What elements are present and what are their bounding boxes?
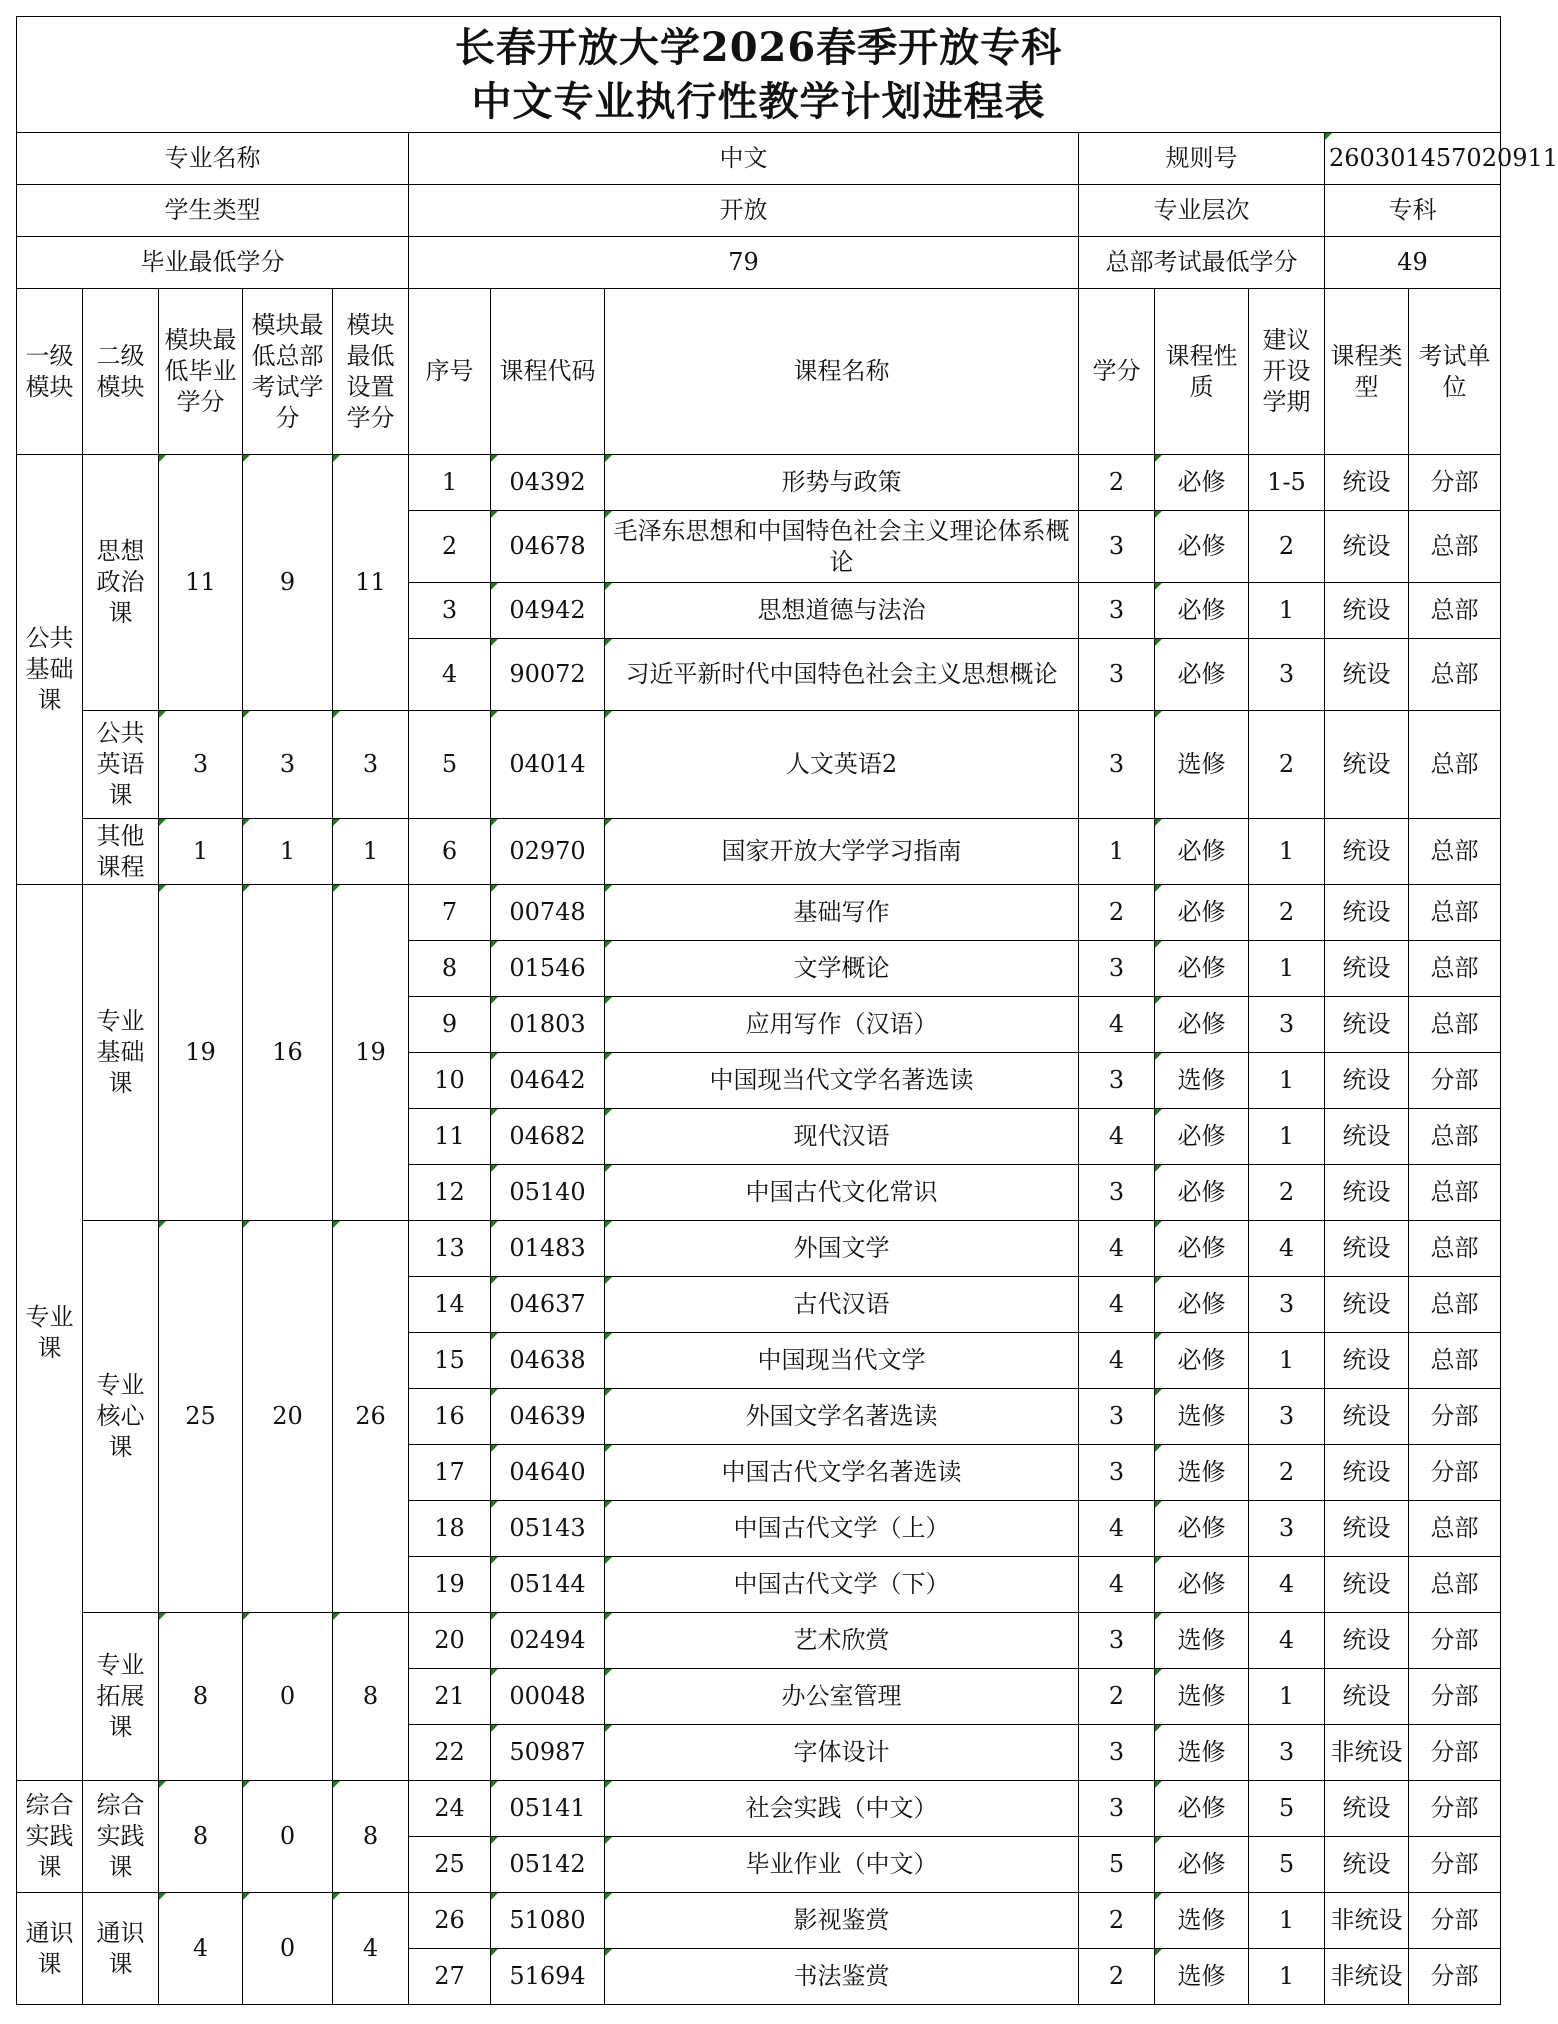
module-min-grad-credit: 11 <box>159 455 243 711</box>
course-name: 中国古代文学（上） <box>605 1501 1079 1557</box>
header-min-setup-credit: 模块最低设置学分 <box>333 289 409 455</box>
course-exam-unit: 分部 <box>1409 1949 1501 2005</box>
course-seq: 6 <box>409 819 491 885</box>
course-exam-unit: 总部 <box>1409 1165 1501 1221</box>
course-name: 文学概论 <box>605 941 1079 997</box>
table-row <box>17 885 1501 941</box>
course-semester: 1 <box>1249 1053 1325 1109</box>
course-seq: 17 <box>409 1445 491 1501</box>
course-semester: 4 <box>1249 1613 1325 1669</box>
l2-module-cell: 公共英语课 <box>83 711 159 819</box>
course-exam-unit: 分部 <box>1409 1893 1501 1949</box>
course-credit: 3 <box>1079 711 1155 819</box>
info-row-1 <box>17 133 1501 185</box>
course-semester: 2 <box>1249 885 1325 941</box>
course-semester: 2 <box>1249 1165 1325 1221</box>
course-credit: 1 <box>1079 819 1155 885</box>
course-semester: 3 <box>1249 1277 1325 1333</box>
course-name: 国家开放大学学习指南 <box>605 819 1079 885</box>
course-exam-unit: 分部 <box>1409 1445 1501 1501</box>
course-type: 非统设 <box>1325 1893 1409 1949</box>
title-line-1: 长春开放大学2026春季开放专科 <box>454 23 1063 71</box>
course-code: 51694 <box>491 1949 605 2005</box>
course-name: 中国现当代文学名著选读 <box>605 1053 1079 1109</box>
course-semester: 2 <box>1249 511 1325 583</box>
l1-module-cell: 专业课 <box>17 885 83 1781</box>
course-nature: 必修 <box>1155 1501 1249 1557</box>
course-exam-unit: 分部 <box>1409 1389 1501 1445</box>
course-exam-unit: 总部 <box>1409 711 1501 819</box>
course-credit: 5 <box>1079 1837 1155 1893</box>
header-min-exam-credit: 模块最低总部考试学分 <box>243 289 333 455</box>
course-name: 思想道德与法治 <box>605 583 1079 639</box>
course-nature: 必修 <box>1155 941 1249 997</box>
course-type: 统设 <box>1325 583 1409 639</box>
min-credit-value: 79 <box>409 237 1079 289</box>
module-min-exam-credit: 3 <box>243 711 333 819</box>
course-seq: 11 <box>409 1109 491 1165</box>
course-code: 02494 <box>491 1613 605 1669</box>
course-seq: 19 <box>409 1557 491 1613</box>
student-type-label: 学生类型 <box>17 185 409 237</box>
course-code: 04682 <box>491 1109 605 1165</box>
course-credit: 4 <box>1079 1221 1155 1277</box>
course-code: 05143 <box>491 1501 605 1557</box>
module-min-grad-credit: 1 <box>159 819 243 885</box>
l2-module-cell: 专业拓展课 <box>83 1613 159 1781</box>
hq-exam-label: 总部考试最低学分 <box>1079 237 1325 289</box>
module-min-setup-credit: 8 <box>333 1613 409 1781</box>
course-name: 人文英语2 <box>605 711 1079 819</box>
course-name: 字体设计 <box>605 1725 1079 1781</box>
table-row <box>17 455 1501 511</box>
course-type: 统设 <box>1325 1165 1409 1221</box>
course-credit: 3 <box>1079 941 1155 997</box>
course-semester: 3 <box>1249 639 1325 711</box>
header-course-nature: 课程性质 <box>1155 289 1249 455</box>
header-credit: 学分 <box>1079 289 1155 455</box>
l1-module-cell: 公共基础课 <box>17 455 83 885</box>
course-exam-unit: 分部 <box>1409 455 1501 511</box>
course-semester: 1 <box>1249 1109 1325 1165</box>
course-nature: 选修 <box>1155 1389 1249 1445</box>
course-semester: 1 <box>1249 1669 1325 1725</box>
course-name: 外国文学名著选读 <box>605 1389 1079 1445</box>
module-min-grad-credit: 8 <box>159 1613 243 1781</box>
course-code: 04639 <box>491 1389 605 1445</box>
course-type: 统设 <box>1325 1389 1409 1445</box>
course-nature: 必修 <box>1155 1781 1249 1837</box>
course-exam-unit: 总部 <box>1409 941 1501 997</box>
course-code: 02970 <box>491 819 605 885</box>
course-nature: 必修 <box>1155 583 1249 639</box>
course-credit: 3 <box>1079 1053 1155 1109</box>
course-code: 05141 <box>491 1781 605 1837</box>
course-name: 中国古代文化常识 <box>605 1165 1079 1221</box>
course-credit: 3 <box>1079 1445 1155 1501</box>
student-type-value: 开放 <box>409 185 1079 237</box>
course-nature: 选修 <box>1155 1725 1249 1781</box>
course-type: 统设 <box>1325 1613 1409 1669</box>
module-min-exam-credit: 0 <box>243 1781 333 1893</box>
course-seq: 1 <box>409 455 491 511</box>
course-semester: 1 <box>1249 941 1325 997</box>
course-exam-unit: 总部 <box>1409 583 1501 639</box>
course-seq: 7 <box>409 885 491 941</box>
course-name: 古代汉语 <box>605 1277 1079 1333</box>
module-min-setup-credit: 4 <box>333 1893 409 2005</box>
course-seq: 22 <box>409 1725 491 1781</box>
course-name: 毕业作业（中文） <box>605 1837 1079 1893</box>
course-type: 统设 <box>1325 1333 1409 1389</box>
course-type: 统设 <box>1325 511 1409 583</box>
course-type: 统设 <box>1325 941 1409 997</box>
course-type: 统设 <box>1325 1053 1409 1109</box>
course-nature: 必修 <box>1155 1837 1249 1893</box>
course-name: 现代汉语 <box>605 1109 1079 1165</box>
course-code: 01483 <box>491 1221 605 1277</box>
l1-module-cell: 通识课 <box>17 1893 83 2005</box>
course-exam-unit: 总部 <box>1409 511 1501 583</box>
course-nature: 选修 <box>1155 1053 1249 1109</box>
course-seq: 3 <box>409 583 491 639</box>
course-type: 非统设 <box>1325 1949 1409 2005</box>
course-nature: 选修 <box>1155 1949 1249 2005</box>
module-min-setup-credit: 8 <box>333 1781 409 1893</box>
course-exam-unit: 总部 <box>1409 1277 1501 1333</box>
course-seq: 18 <box>409 1501 491 1557</box>
course-code: 04642 <box>491 1053 605 1109</box>
course-type: 统设 <box>1325 1557 1409 1613</box>
course-nature: 必修 <box>1155 639 1249 711</box>
course-exam-unit: 分部 <box>1409 1837 1501 1893</box>
table-row <box>17 819 1501 885</box>
module-min-grad-credit: 3 <box>159 711 243 819</box>
course-seq: 16 <box>409 1389 491 1445</box>
course-semester: 4 <box>1249 1557 1325 1613</box>
course-code: 04392 <box>491 455 605 511</box>
course-type: 统设 <box>1325 1781 1409 1837</box>
course-name: 社会实践（中文） <box>605 1781 1079 1837</box>
course-credit: 3 <box>1079 639 1155 711</box>
course-type: 统设 <box>1325 1109 1409 1165</box>
column-header-row <box>17 289 1501 455</box>
course-seq: 12 <box>409 1165 491 1221</box>
course-credit: 4 <box>1079 1557 1155 1613</box>
table-row <box>17 1613 1501 1669</box>
course-name: 习近平新时代中国特色社会主义思想概论 <box>605 639 1079 711</box>
course-exam-unit: 总部 <box>1409 1221 1501 1277</box>
course-name: 书法鉴赏 <box>605 1949 1079 2005</box>
course-credit: 4 <box>1079 1109 1155 1165</box>
module-min-grad-credit: 19 <box>159 885 243 1221</box>
course-semester: 1-5 <box>1249 455 1325 511</box>
l1-module-cell: 综合实践课 <box>17 1781 83 1893</box>
course-credit: 3 <box>1079 511 1155 583</box>
course-nature: 必修 <box>1155 885 1249 941</box>
course-name: 艺术欣赏 <box>605 1613 1079 1669</box>
course-exam-unit: 分部 <box>1409 1053 1501 1109</box>
course-exam-unit: 分部 <box>1409 1781 1501 1837</box>
course-credit: 4 <box>1079 1333 1155 1389</box>
course-seq: 26 <box>409 1893 491 1949</box>
title-row <box>17 17 1501 133</box>
course-exam-unit: 分部 <box>1409 1725 1501 1781</box>
course-code: 00048 <box>491 1669 605 1725</box>
course-code: 04678 <box>491 511 605 583</box>
l2-module-cell: 思想政治课 <box>83 455 159 711</box>
course-exam-unit: 总部 <box>1409 639 1501 711</box>
course-code: 00748 <box>491 885 605 941</box>
course-credit: 4 <box>1079 1501 1155 1557</box>
teaching-plan-sheet <box>16 16 1558 2010</box>
info-row-3 <box>17 237 1501 289</box>
l2-module-cell: 综合实践课 <box>83 1781 159 1893</box>
course-semester: 3 <box>1249 1389 1325 1445</box>
module-min-grad-credit: 4 <box>159 1893 243 2005</box>
course-semester: 4 <box>1249 1221 1325 1277</box>
course-seq: 13 <box>409 1221 491 1277</box>
major-label: 专业名称 <box>17 133 409 185</box>
module-min-exam-credit: 9 <box>243 455 333 711</box>
course-credit: 3 <box>1079 1725 1155 1781</box>
course-seq: 27 <box>409 1949 491 2005</box>
course-code: 05144 <box>491 1557 605 1613</box>
course-nature: 必修 <box>1155 1165 1249 1221</box>
header-exam-unit: 考试单位 <box>1409 289 1501 455</box>
table-row <box>17 1781 1501 1837</box>
course-semester: 1 <box>1249 1949 1325 2005</box>
course-semester: 3 <box>1249 1501 1325 1557</box>
course-semester: 1 <box>1249 1893 1325 1949</box>
course-code: 04014 <box>491 711 605 819</box>
module-min-setup-credit: 1 <box>333 819 409 885</box>
course-code: 01546 <box>491 941 605 997</box>
module-min-setup-credit: 3 <box>333 711 409 819</box>
header-l1-module: 一级模块 <box>17 289 83 455</box>
hq-exam-value: 49 <box>1325 237 1501 289</box>
course-code: 05142 <box>491 1837 605 1893</box>
header-l2-module: 二级模块 <box>83 289 159 455</box>
course-code: 04638 <box>491 1333 605 1389</box>
level-label: 专业层次 <box>1079 185 1325 237</box>
course-exam-unit: 分部 <box>1409 1613 1501 1669</box>
page-title <box>17 17 1501 133</box>
course-type: 非统设 <box>1325 1725 1409 1781</box>
l2-module-cell: 通识课 <box>83 1893 159 2005</box>
course-credit: 4 <box>1079 1277 1155 1333</box>
course-name: 中国古代文学（下） <box>605 1557 1079 1613</box>
l2-module-cell: 其他课程 <box>83 819 159 885</box>
level-value: 专科 <box>1325 185 1501 237</box>
course-code: 51080 <box>491 1893 605 1949</box>
module-min-exam-credit: 20 <box>243 1221 333 1613</box>
course-nature: 选修 <box>1155 1893 1249 1949</box>
course-semester: 5 <box>1249 1781 1325 1837</box>
course-semester: 2 <box>1249 1445 1325 1501</box>
module-min-exam-credit: 16 <box>243 885 333 1221</box>
course-semester: 1 <box>1249 819 1325 885</box>
header-min-grad-credit: 模块最低毕业学分 <box>159 289 243 455</box>
course-code: 04640 <box>491 1445 605 1501</box>
course-name: 中国现当代文学 <box>605 1333 1079 1389</box>
module-min-exam-credit: 0 <box>243 1613 333 1781</box>
course-nature: 必修 <box>1155 1557 1249 1613</box>
course-name: 应用写作（汉语） <box>605 997 1079 1053</box>
table-row <box>17 1893 1501 1949</box>
module-min-exam-credit: 0 <box>243 1893 333 2005</box>
course-exam-unit: 总部 <box>1409 885 1501 941</box>
course-type: 统设 <box>1325 997 1409 1053</box>
course-credit: 3 <box>1079 1389 1155 1445</box>
course-name: 办公室管理 <box>605 1669 1079 1725</box>
course-credit: 2 <box>1079 455 1155 511</box>
course-exam-unit: 总部 <box>1409 1501 1501 1557</box>
course-seq: 24 <box>409 1781 491 1837</box>
course-seq: 14 <box>409 1277 491 1333</box>
course-nature: 必修 <box>1155 1277 1249 1333</box>
teaching-plan-table <box>16 16 1558 2005</box>
course-exam-unit: 总部 <box>1409 1109 1501 1165</box>
header-seq: 序号 <box>409 289 491 455</box>
course-type: 统设 <box>1325 819 1409 885</box>
module-min-grad-credit: 8 <box>159 1781 243 1893</box>
course-type: 统设 <box>1325 711 1409 819</box>
min-credit-label: 毕业最低学分 <box>17 237 409 289</box>
course-type: 统设 <box>1325 455 1409 511</box>
course-credit: 2 <box>1079 1669 1155 1725</box>
course-nature: 必修 <box>1155 1333 1249 1389</box>
course-code: 50987 <box>491 1725 605 1781</box>
info-row-2 <box>17 185 1501 237</box>
header-course-type: 课程类型 <box>1325 289 1409 455</box>
course-name: 中国古代文学名著选读 <box>605 1445 1079 1501</box>
course-credit: 4 <box>1079 997 1155 1053</box>
module-min-setup-credit: 19 <box>333 885 409 1221</box>
header-course-name: 课程名称 <box>605 289 1079 455</box>
course-type: 统设 <box>1325 1221 1409 1277</box>
course-type: 统设 <box>1325 885 1409 941</box>
course-nature: 选修 <box>1155 1669 1249 1725</box>
module-min-setup-credit: 26 <box>333 1221 409 1613</box>
l2-module-cell: 专业核心课 <box>83 1221 159 1613</box>
course-credit: 2 <box>1079 885 1155 941</box>
course-exam-unit: 总部 <box>1409 819 1501 885</box>
course-semester: 1 <box>1249 583 1325 639</box>
course-name: 形势与政策 <box>605 455 1079 511</box>
course-seq: 10 <box>409 1053 491 1109</box>
module-min-exam-credit: 1 <box>243 819 333 885</box>
course-type: 统设 <box>1325 639 1409 711</box>
course-nature: 必修 <box>1155 511 1249 583</box>
course-credit: 3 <box>1079 1613 1155 1669</box>
course-nature: 选修 <box>1155 1613 1249 1669</box>
course-credit: 3 <box>1079 583 1155 639</box>
course-semester: 2 <box>1249 711 1325 819</box>
course-nature: 选修 <box>1155 711 1249 819</box>
course-credit: 3 <box>1079 1781 1155 1837</box>
course-semester: 3 <box>1249 997 1325 1053</box>
course-credit: 3 <box>1079 1165 1155 1221</box>
course-name: 基础写作 <box>605 885 1079 941</box>
title-line-2: 中文专业执行性教学计划进程表 <box>471 77 1046 125</box>
course-exam-unit: 总部 <box>1409 997 1501 1053</box>
table-row <box>17 711 1501 819</box>
course-type: 统设 <box>1325 1445 1409 1501</box>
course-type: 统设 <box>1325 1277 1409 1333</box>
course-nature: 选修 <box>1155 1445 1249 1501</box>
module-min-setup-credit: 11 <box>333 455 409 711</box>
course-seq: 9 <box>409 997 491 1053</box>
course-name: 影视鉴赏 <box>605 1893 1079 1949</box>
rule-label: 规则号 <box>1079 133 1325 185</box>
course-seq: 4 <box>409 639 491 711</box>
course-nature: 必修 <box>1155 1221 1249 1277</box>
course-type: 统设 <box>1325 1669 1409 1725</box>
course-credit: 2 <box>1079 1949 1155 2005</box>
course-code: 04942 <box>491 583 605 639</box>
course-seq: 2 <box>409 511 491 583</box>
course-seq: 5 <box>409 711 491 819</box>
course-semester: 1 <box>1249 1333 1325 1389</box>
course-type: 统设 <box>1325 1501 1409 1557</box>
course-nature: 必修 <box>1155 997 1249 1053</box>
course-exam-unit: 分部 <box>1409 1669 1501 1725</box>
module-min-grad-credit: 25 <box>159 1221 243 1613</box>
course-seq: 25 <box>409 1837 491 1893</box>
course-seq: 20 <box>409 1613 491 1669</box>
l2-module-cell: 专业基础课 <box>83 885 159 1221</box>
course-seq: 21 <box>409 1669 491 1725</box>
course-nature: 必修 <box>1155 1109 1249 1165</box>
course-type: 统设 <box>1325 1837 1409 1893</box>
course-code: 01803 <box>491 997 605 1053</box>
course-name: 外国文学 <box>605 1221 1079 1277</box>
header-semester: 建议开设学期 <box>1249 289 1325 455</box>
table-row <box>17 1221 1501 1277</box>
course-exam-unit: 总部 <box>1409 1333 1501 1389</box>
course-name: 毛泽东思想和中国特色社会主义理论体系概论 <box>605 511 1079 583</box>
major-value: 中文 <box>409 133 1079 185</box>
course-nature: 必修 <box>1155 455 1249 511</box>
course-credit: 2 <box>1079 1893 1155 1949</box>
course-exam-unit: 总部 <box>1409 1557 1501 1613</box>
course-code: 05140 <box>491 1165 605 1221</box>
course-seq: 15 <box>409 1333 491 1389</box>
course-semester: 3 <box>1249 1725 1325 1781</box>
course-seq: 8 <box>409 941 491 997</box>
rule-value: 260301457020911 <box>1325 133 1501 185</box>
course-semester: 5 <box>1249 1837 1325 1893</box>
course-code: 90072 <box>491 639 605 711</box>
header-course-code: 课程代码 <box>491 289 605 455</box>
course-nature: 必修 <box>1155 819 1249 885</box>
course-code: 04637 <box>491 1277 605 1333</box>
